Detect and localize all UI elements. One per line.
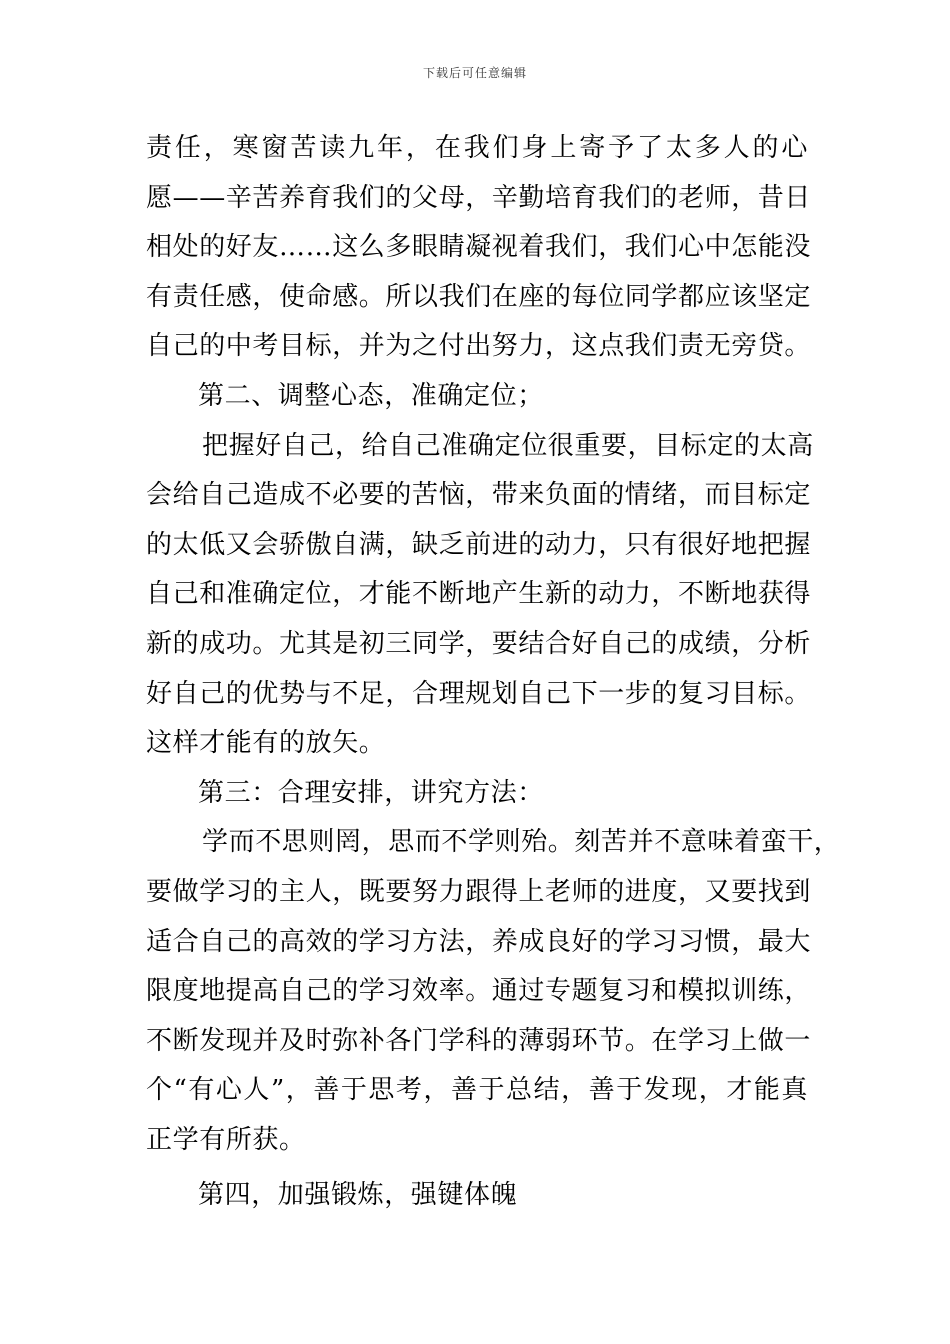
text-line: 不断发现并及时弥补各门学科的薄弱环节。在学习上做一	[146, 1025, 812, 1056]
text-line: 个“有心人”，善于思考，善于总结，善于发现，才能真	[146, 1075, 808, 1106]
text-line: 新的成功。尤其是初三同学，要结合好自己的成绩，分析	[146, 628, 812, 659]
section-heading-3: 第三：合理安排，讲究方法：	[198, 777, 544, 808]
text-line: 会给自己造成不必要的苦恼，带来负面的情绪，而目标定	[146, 480, 812, 511]
text-line: 适合自己的高效的学习方法，养成良好的学习习惯，最大	[146, 926, 812, 957]
text-line: 正学有所获。	[146, 1124, 306, 1155]
text-line: 学而不思则罔，思而不学则殆。刻苦并不意味着蛮干，	[202, 827, 841, 858]
document-body	[146, 124, 841, 1221]
section-heading-4: 第四，加强锻炼，强键体魄	[198, 1180, 518, 1211]
text-line: 自己和准确定位，才能不断地产生新的动力，不断地获得	[146, 579, 812, 610]
page-header: 下载后可任意编辑	[422, 66, 527, 80]
text-line: 这样才能有的放矢。	[146, 728, 386, 759]
text-line: 把握好自己，给自己准确定位很重要，目标定的太高	[202, 430, 814, 461]
text-line: 相处的好友……这么多眼睛凝视着我们，我们心中怎能没	[146, 232, 812, 263]
text-line: 有责任感，使命感。所以我们在座的每位同学都应该坚定	[146, 281, 812, 312]
text-line: 好自己的优势与不足，合理规划自己下一步的复习目标。	[146, 678, 812, 709]
text-line: 的太低又会骄傲自满，缺乏前进的动力，只有很好地把握	[146, 529, 812, 560]
text-line: 限度地提高自己的学习效率。通过专题复习和模拟训练，	[146, 976, 812, 1007]
text-line: 自己的中考目标，并为之付出努力，这点我们责无旁贷。	[146, 331, 812, 362]
text-line: 要做学习的主人，既要努力跟得上老师的进度，又要找到	[146, 876, 812, 907]
section-heading-2: 第二、调整心态，准确定位；	[198, 380, 544, 411]
text-line: 责任，寒窗苦读九年，在我们身上寄予了太多人的心	[146, 133, 808, 163]
text-line: 愿——辛苦养育我们的父母，辛勤培育我们的老师，昔日	[146, 182, 812, 213]
